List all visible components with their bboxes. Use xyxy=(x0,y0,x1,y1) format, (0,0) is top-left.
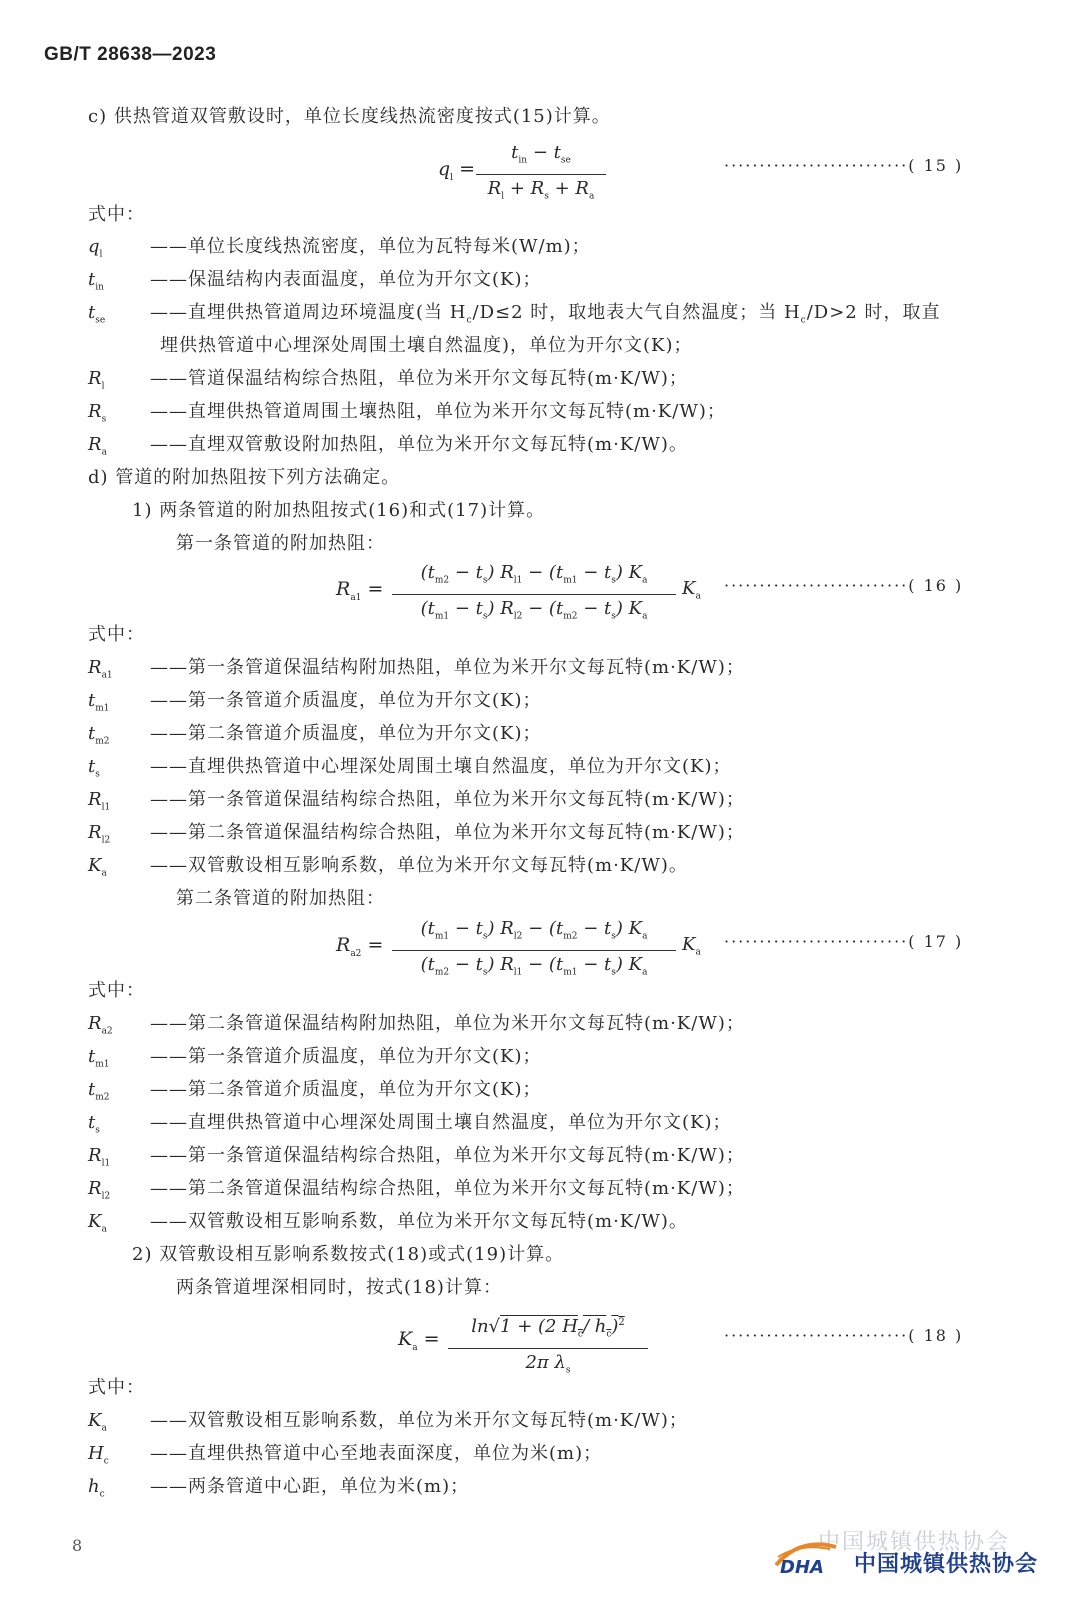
equation-number-15: ··························( 15 ) xyxy=(724,156,964,175)
where-label: 式中： xyxy=(88,980,145,1001)
def-rs: $R_s$ ——直埋供热管道周围土壤热阻，单位为米开尔文每瓦特(m·K/W)； xyxy=(88,401,726,425)
item-d: d) 管道的附加热阻按下列方法确定。 xyxy=(88,467,401,488)
def-ra1: $R_{a1}$ ——第一条管道保温结构附加热阻，单位为米开尔文每瓦特(m·K/W)； xyxy=(88,657,745,681)
item-d1-second: 第二条管道的附加热阻： xyxy=(176,888,385,909)
def-rl1: $R_{l1}$ ——第一条管道保温结构综合热阻，单位为米开尔文每瓦特(m·K/W)； xyxy=(88,1145,745,1169)
def-tse: $t_{se}$ ——直埋供热管道周边环境温度(当 $H_c/D\le 2$ 时，取地表大气自然温度；当 $H_c/D>2$ 时，取直 xyxy=(88,302,941,326)
item-d2-same-depth: 两条管道埋深相同时，按式(18)计算： xyxy=(176,1277,502,1298)
equation-number-18: ··························( 18 ) xyxy=(724,1326,964,1345)
equation-number-17: ··························( 17 ) xyxy=(724,932,964,951)
def-rl1: $R_{l1}$ ——第一条管道保温结构综合热阻，单位为米开尔文每瓦特(m·K/W)； xyxy=(88,789,745,813)
def-hc-distance: $h_c$ ——两条管道中心距，单位为米(m)； xyxy=(88,1476,470,1500)
standard-code-header: GB/T 28638—2023 xyxy=(44,44,217,65)
item-c: c) 供热管道双管敷设时，单位长度线热流密度按式(15)计算。 xyxy=(88,106,611,127)
def-rl: $R_l$ ——管道保温结构综合热阻，单位为米开尔文每瓦特(m·K/W)； xyxy=(88,368,688,392)
equation-number-16: ··························( 16 ) xyxy=(724,576,964,595)
logo-watermark-text: 中国城镇供热协会 xyxy=(818,1530,1011,1555)
def-rl2: $R_{l2}$ ——第二条管道保温结构综合热阻，单位为米开尔文每瓦特(m·K/W)； xyxy=(88,1178,745,1202)
def-ka: $K_a$ ——双管敷设相互影响系数，单位为米开尔文每瓦特(m·K/W)； xyxy=(88,1410,688,1434)
def-ka: $K_a$ ——双管敷设相互影响系数，单位为米开尔文每瓦特(m·K/W)。 xyxy=(88,855,688,879)
def-tm2: $t_{m2}$ ——第二条管道介质温度，单位为开尔文(K)； xyxy=(88,1079,542,1103)
def-rl2: $R_{l2}$ ——第二条管道保温结构综合热阻，单位为米开尔文每瓦特(m·K/W)； xyxy=(88,822,745,846)
def-ra: $R_a$ ——直埋双管敷设附加热阻，单位为米开尔文每瓦特(m·K/W)。 xyxy=(88,434,688,458)
def-tm1: $t_{m1}$ ——第一条管道介质温度，单位为开尔文(K)； xyxy=(88,690,542,714)
def-hc-depth: $H_c$ ——直埋供热管道中心至地表面深度，单位为米(m)； xyxy=(88,1443,603,1467)
def-tin: $t_{in}$ ——保温结构内表面温度，单位为开尔文(K)； xyxy=(88,269,542,293)
where-label: 式中： xyxy=(88,1377,145,1398)
dha-logo-icon xyxy=(770,1535,840,1579)
formula-17: $R_{a2}$ = $(t_{m1} - t_s) R_{l2} - (t_{m2} - t_s)$ $K_a$ $(t_{m2} - t_s) R_{l1} - (t_{m1} - t_s)$ $K_a$ $K_a$ ··························( 17 ) xyxy=(336,918,964,978)
page-number: 8 xyxy=(72,1536,83,1555)
item-d1-first: 第一条管道的附加热阻： xyxy=(176,533,385,554)
def-tse-cont: 埋供热管道中心埋深处周围土壤自然温度)，单位为开尔文(K)； xyxy=(160,335,693,356)
formula-18: $K_a$ = ln√1 + (2 $H_c/$ $h_c)^2$ 2π $\lambda_s$ ··························( 18 ) xyxy=(398,1316,964,1376)
formula-16: $R_{a1}$ = $(t_{m2} - t_s) R_{l1} - (t_{m1} - t_s)$ $K_a$ $(t_{m1} - t_s) R_{l2} - (t_{m2} - t_s)$ $K_a$ $K_a$ ··························( 16 ) xyxy=(336,562,964,622)
item-d1: 1) 两条管道的附加热阻按式(16)和式(17)计算。 xyxy=(132,500,546,521)
def-tm1: $t_{m1}$ ——第一条管道介质温度，单位为开尔文(K)； xyxy=(88,1046,542,1070)
def-ra2: $R_{a2}$ ——第二条管道保温结构附加热阻，单位为米开尔文每瓦特(m·K/W)； xyxy=(88,1013,745,1037)
svg-text:DHA: DHA xyxy=(780,1557,824,1578)
def-tm2: $t_{m2}$ ——第二条管道介质温度，单位为开尔文(K)； xyxy=(88,723,542,747)
where-label: 式中： xyxy=(88,624,145,645)
association-logo xyxy=(770,1530,1040,1579)
def-ts: $t_s$ ——直埋供热管道中心埋深处周围土壤自然温度，单位为开尔文(K)； xyxy=(88,1112,732,1136)
formula-15: $q_l$ = $t_{in} - t_{se}$ $R_l + R_s + R_a$ ··························( 15 ) xyxy=(438,142,964,202)
def-ts: $t_s$ ——直埋供热管道中心埋深处周围土壤自然温度，单位为开尔文(K)； xyxy=(88,756,732,780)
where-label: 式中： xyxy=(88,204,145,225)
def-ka: $K_a$ ——双管敷设相互影响系数，单位为米开尔文每瓦特(m·K/W)。 xyxy=(88,1211,688,1235)
def-ql: $q_l$ ——单位长度线热流密度，单位为瓦特每米(W/m)； xyxy=(88,236,591,260)
logo-name: 中国城镇供热协会 xyxy=(854,1552,1039,1577)
item-d2: 2) 双管敷设相互影响系数按式(18)或式(19)计算。 xyxy=(132,1244,565,1265)
